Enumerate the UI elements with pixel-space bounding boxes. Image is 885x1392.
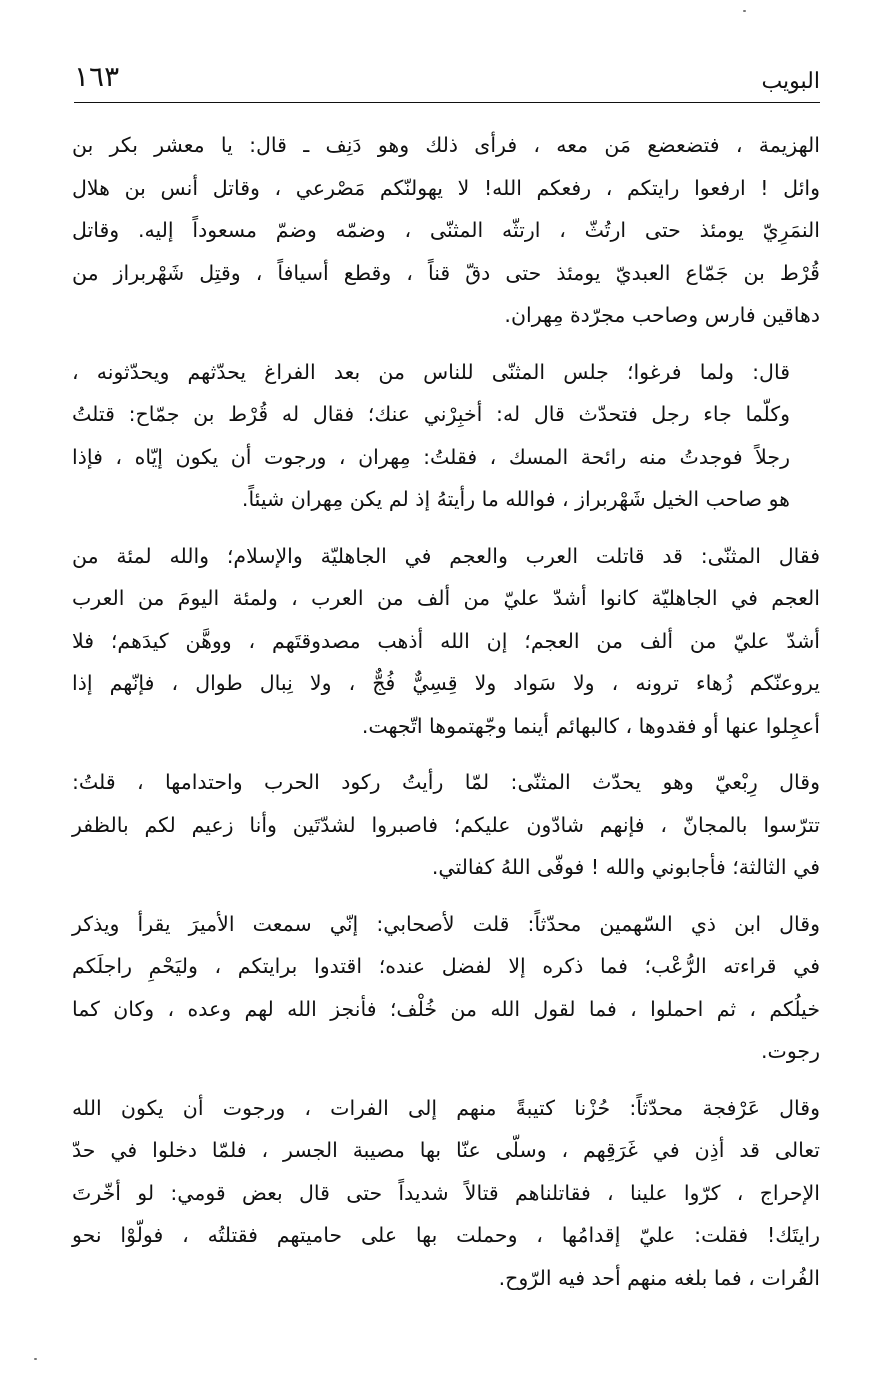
text-line: هو صاحب الخيل شَهْربراز ، فوالله ما رأيتهُ إذ لم يكن مِهران شيئاً. — [241, 487, 790, 511]
text-line: وكلّما جاء رجل فتحدّث قال له: أخبِرْني عنك؛ فقال له قُرْط بن جمّاح: قتلتُ — [72, 402, 790, 426]
text-line: دهاقين فارس وصاحب مجرّدة مِهران. — [504, 303, 820, 327]
text-line: الإحراج ، كرّوا علينا ، فقاتلناهم قتالاً شديداً حتى قال بعض قومي: لو أخّرتَ — [72, 1180, 820, 1205]
text-line: يروعنّكم زُهاء ترونه ، ولا سَواد ولا قِسِيٌّ فُجٌّ ، ولا نِبال طوال ، فإنّهم إذا — [72, 671, 820, 695]
text-line: فقال المثنّى: قد قاتلت العرب والعجم في الجاهليّة والإسلام؛ والله لمئة من — [72, 543, 820, 568]
text-line: أشدّ عليّ من ألف من العجم؛ إن الله أذهب مصدوقتَهم ، ووهَّن كيدَهم؛ فلا — [72, 628, 820, 653]
text-line: أعجِلوا عنها أو فقدوها ، كالبهائم أينما وجّهتموها اتّجهت. — [361, 713, 820, 738]
page-header — [74, 58, 820, 103]
text-line: تترّسوا بالمجانّ ، فإنهم شادّون عليكم؛ فاصبروا لشدّتَين وأنا زعيم لكم بالظفر — [72, 812, 820, 837]
text-line: قُرْط بن جَمّاع العبديّ يومئذ حتى دقّ قناً ، وقطع أسيافاً ، وقتِل شَهْربراز من — [72, 260, 820, 285]
body-text — [72, 124, 820, 1299]
text-line: الهزيمة ، فتضعضع مَن معه ، فرأى ذلك وهو دَنِف ـ قال: يا معشر بكر بن — [72, 133, 820, 157]
text-line: الفُرات ، فما بلغه منهم أحد فيه الرّوح. — [498, 1265, 820, 1290]
text-line: وقال رِبْعيّ وهو يحدّث المثنّى: لمّا رأيتُ ركود الحرب واحتدامها ، قلتُ: — [72, 770, 820, 794]
text-line: رايتَك! فقلت: عليّ إقدامُها ، وحملت بها على حاميتهم فقتلتُه ، فولّوْا نحو — [72, 1223, 820, 1247]
text-line: رجوت. — [761, 1039, 820, 1063]
paragraph-1 — [72, 124, 820, 337]
text-line: وقال ابن ذي السّهمين محدّثاً: قلت لأصحابي: إنّي سمعت الأميرَ يقرأ ويذكر — [72, 911, 820, 936]
paragraph-3 — [72, 535, 820, 748]
text-line: العجم في الجاهليّة كانوا أشدّ عليّ من ألف من العرب ، ولمئة اليومَ من العرب — [72, 586, 820, 610]
paragraph-4 — [72, 761, 820, 889]
paragraph-5 — [72, 903, 820, 1073]
text-line: في الثالثة؛ فأجابوني والله ! فوفّى اللهُ كفالتي. — [431, 855, 820, 879]
page-number: ١٦٣ — [74, 60, 120, 93]
scan-speck — [34, 1358, 37, 1360]
text-line: وائل ! ارفعوا رايتكم ، رفعكم الله! لا يهولنّكم مَصْرعي ، وقاتل أنس بن هلال — [72, 175, 820, 200]
paragraph-6 — [72, 1087, 820, 1300]
text-line: في قراءته الرُّعْب؛ فما ذكره إلا لفضل عنده؛ اقتدوا برايتكم ، وليَحْمِ راجلَكم — [72, 954, 820, 978]
text-line: النمَرِيّ يومئذ حتى ارتُثّ ، ارتثّه المثنّى ، وضمّه وضمّ مسعوداً إليه. وقاتل — [72, 218, 820, 242]
running-title: البويب — [761, 69, 820, 94]
text-line: وقال عَرْفجة محدّثاً: حُزْنا كتيبةً منهم إلى الفرات ، ورجوت أن يكون الله — [72, 1095, 820, 1120]
paragraph-2 — [72, 351, 820, 521]
text-line: تعالى قد أذِن في غَرَقِهم ، وسلّى عنّا بها مصيبة الجسر ، فلمّا دخلوا في حدّ — [72, 1138, 820, 1162]
text-line: رجلاً فوجدتُ منه رائحة المسك ، فقلتُ: مِهران ، ورجوت أن يكون إيّاه ، فإذا — [72, 444, 790, 469]
scan-speck — [743, 10, 746, 12]
text-line: قال: ولما فرغوا؛ جلس المثنّى للناس من بعد الفراغ يحدّثهم ويحدّثونه ، — [72, 359, 790, 384]
text-line: خيلُكم ، ثم احملوا ، فما لقول الله من خُلْف؛ فأنجز الله لهم وعده ، وكان كما — [72, 996, 820, 1021]
